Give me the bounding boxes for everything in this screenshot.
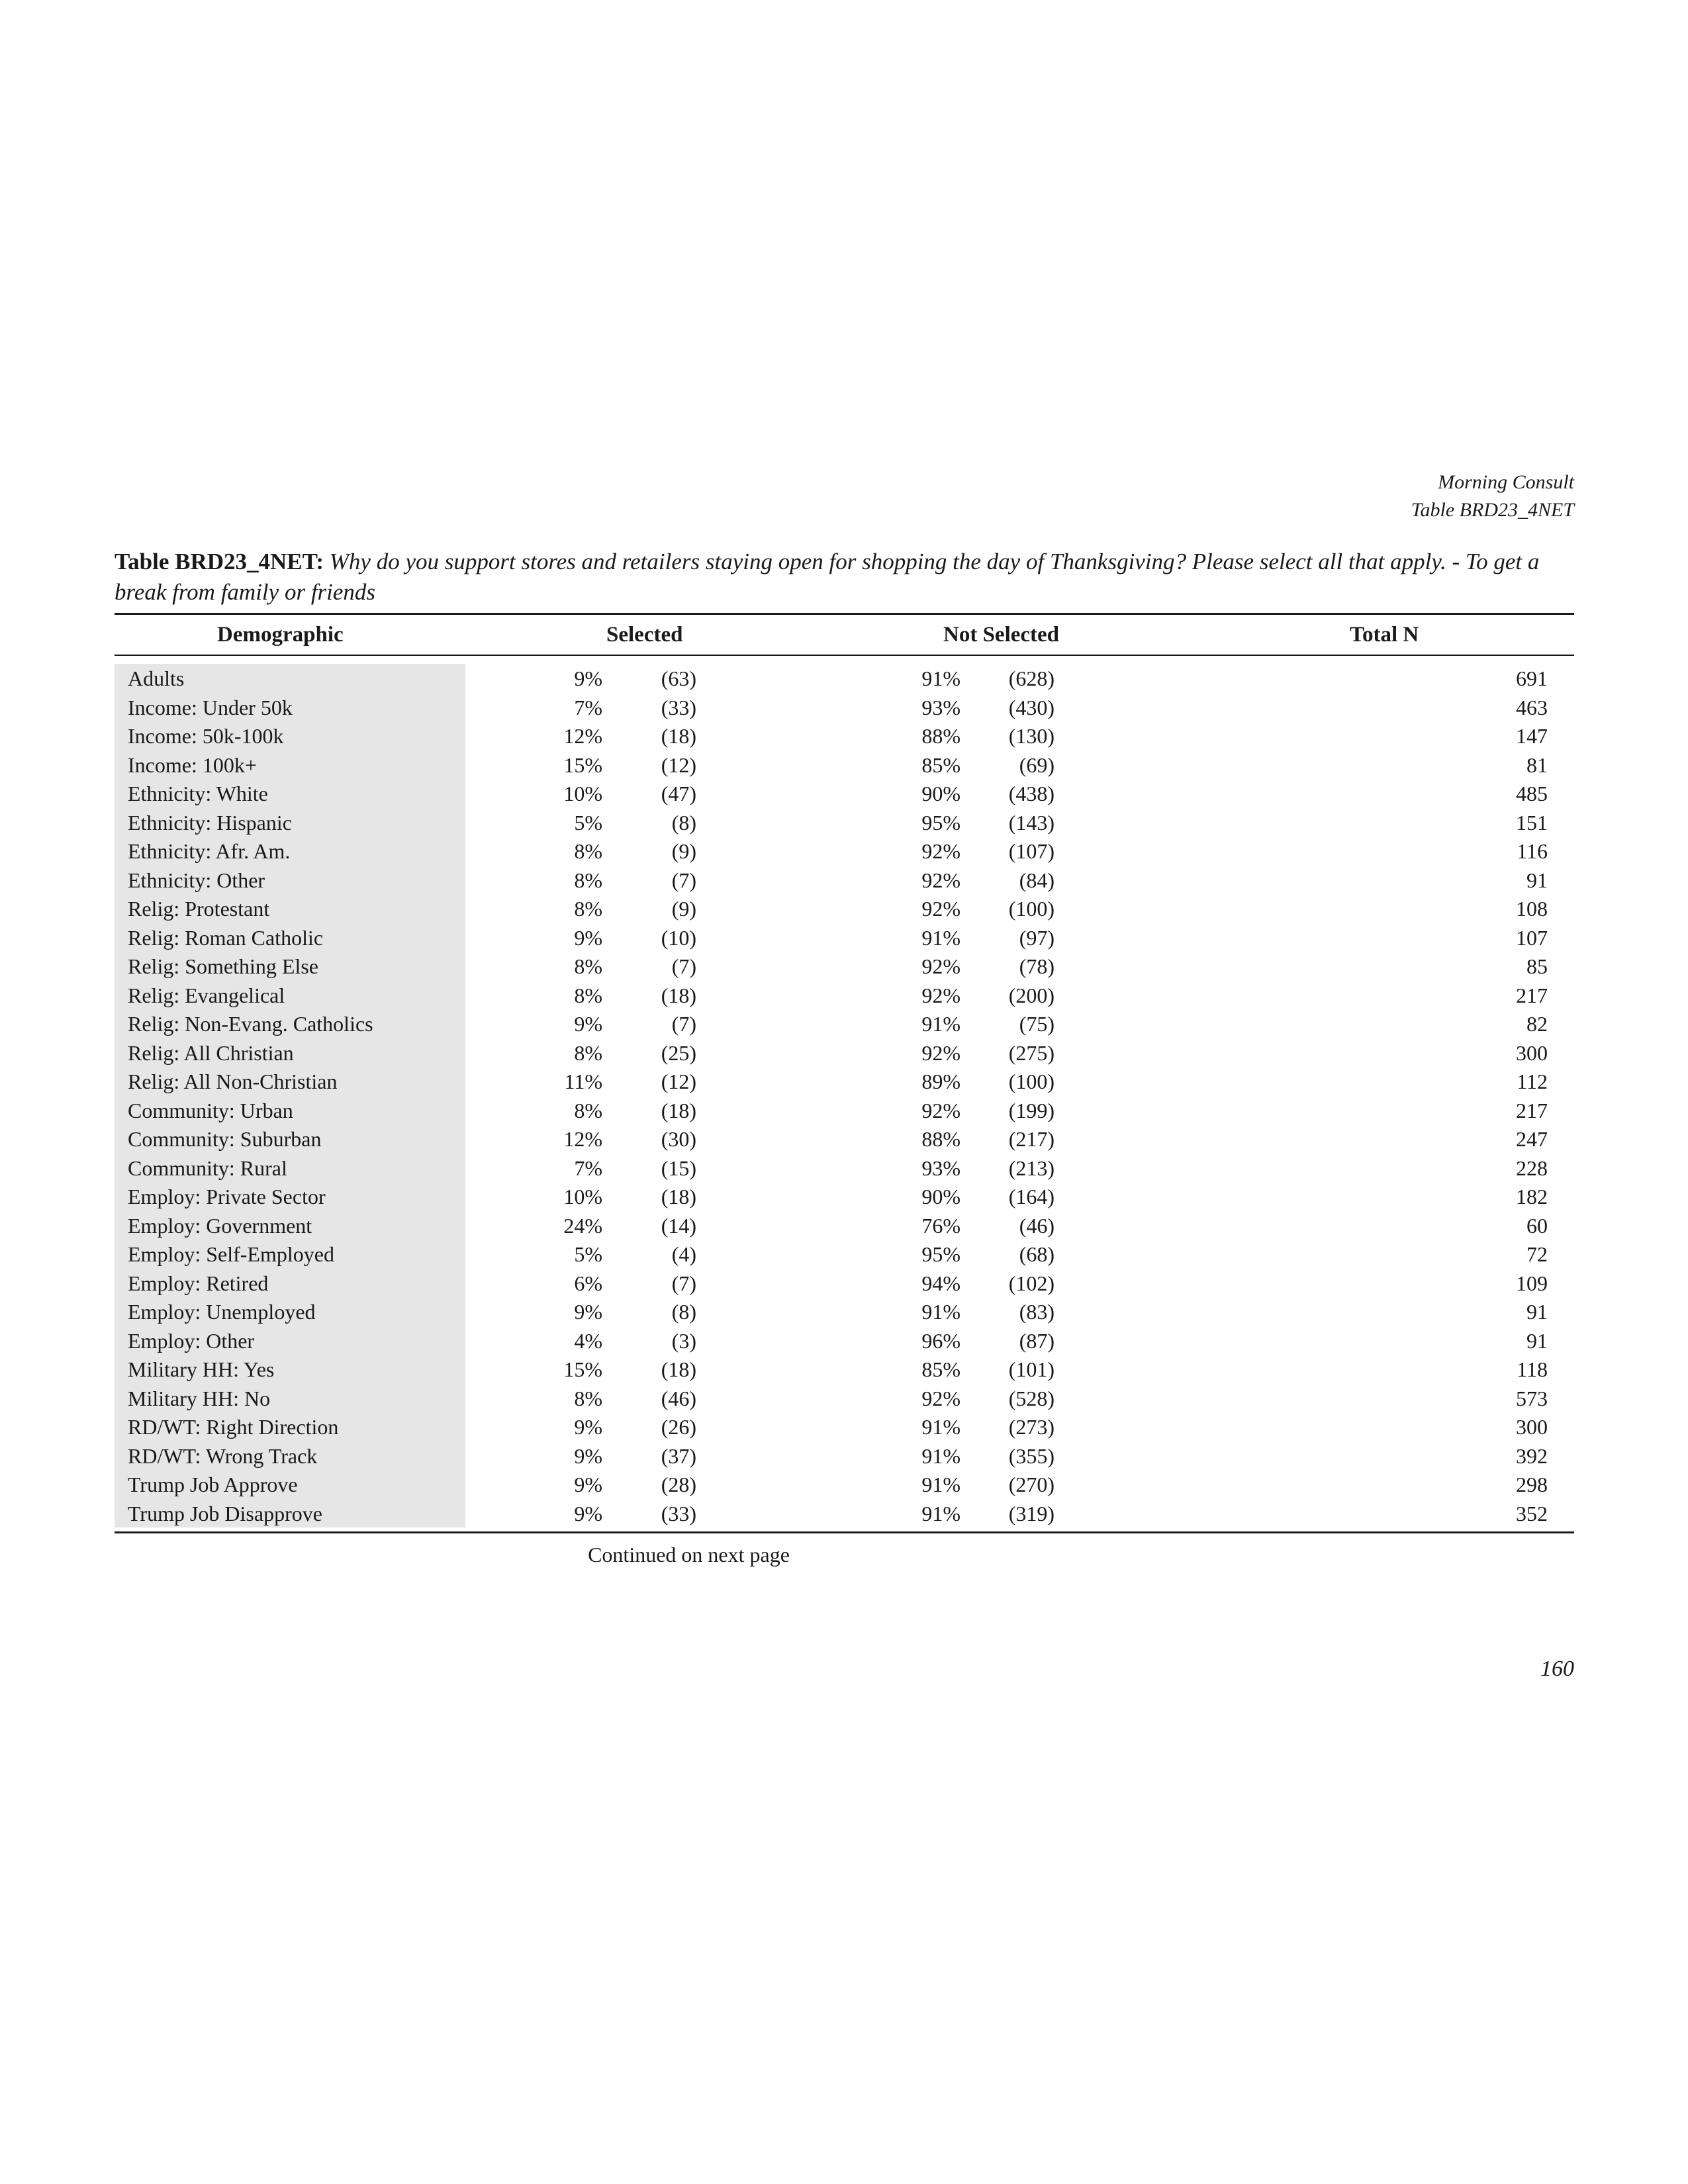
demographic-cell: Employ: Self-Employed — [128, 1242, 334, 1266]
not-selected-percent-cell: 95% — [921, 1242, 961, 1266]
not-selected-count-cell: (97) — [1019, 925, 1055, 950]
not-selected-count-cell: (68) — [1019, 1242, 1055, 1266]
total-n-cell: 691 — [1516, 666, 1548, 690]
selected-count-cell: (18) — [661, 724, 696, 748]
selected-count-cell: (14) — [661, 1213, 696, 1238]
not-selected-count-cell: (628) — [1008, 666, 1055, 690]
selected-count-cell: (8) — [671, 810, 696, 835]
not-selected-percent-cell: 76% — [921, 1213, 961, 1238]
selected-count-cell: (7) — [671, 954, 696, 978]
not-selected-count-cell: (87) — [1019, 1328, 1055, 1353]
demographic-cell: Ethnicity: Afr. Am. — [128, 839, 291, 863]
table-body — [115, 656, 1574, 1531]
demographic-cell: Employ: Private Sector — [128, 1185, 326, 1208]
demographic-cell: Income: Under 50k — [128, 695, 293, 719]
selected-count-cell: (18) — [661, 983, 696, 1007]
not-selected-percent-cell: 90% — [921, 782, 961, 805]
selected-percent-cell: 15% — [563, 1357, 602, 1381]
demographic-cell: Military HH: No — [128, 1386, 271, 1410]
demographic-cell: Relig: Roman Catholic — [128, 925, 324, 950]
selected-count-cell: (3) — [671, 1328, 696, 1353]
not-selected-percent-cell: 91% — [921, 1443, 961, 1468]
table-row — [115, 751, 1574, 780]
selected-count-cell: (9) — [671, 839, 696, 863]
not-selected-count-cell: (164) — [1008, 1185, 1055, 1208]
selected-percent-cell: 8% — [574, 1386, 602, 1410]
total-n-cell: 300 — [1516, 1415, 1548, 1439]
not-selected-percent-cell: 95% — [921, 810, 961, 835]
not-selected-count-cell: (270) — [1008, 1473, 1055, 1496]
not-selected-count-cell: (107) — [1008, 839, 1055, 863]
total-n-cell: 108 — [1516, 897, 1548, 921]
total-n-cell: 91 — [1526, 868, 1548, 892]
selected-percent-cell: 9% — [574, 1443, 602, 1468]
total-n-cell: 109 — [1516, 1271, 1548, 1295]
selected-count-cell: (33) — [661, 1501, 696, 1525]
selected-percent-cell: 12% — [563, 724, 602, 748]
demographic-cell: Trump Job Approve — [128, 1473, 298, 1496]
not-selected-percent-cell: 92% — [921, 1040, 961, 1065]
selected-percent-cell: 8% — [574, 897, 602, 921]
table-row — [115, 1096, 1574, 1125]
selected-count-cell: (4) — [671, 1242, 696, 1266]
selected-count-cell: (63) — [661, 666, 696, 690]
not-selected-percent-cell: 94% — [921, 1271, 961, 1295]
not-selected-count-cell: (75) — [1019, 1012, 1055, 1036]
page-header — [1411, 469, 1574, 524]
demographic-cell: RD/WT: Wrong Track — [128, 1443, 318, 1468]
not-selected-count-cell: (275) — [1008, 1040, 1055, 1065]
table-bottom-rule — [115, 1531, 1574, 1533]
selected-percent-cell: 9% — [574, 1300, 602, 1324]
demographic-cell: Ethnicity: White — [128, 782, 268, 805]
demographic-cell: Relig: All Non-Christian — [128, 1069, 338, 1093]
column-header-not-selected: Not Selected — [943, 623, 1060, 647]
selected-count-cell: (18) — [661, 1185, 696, 1208]
total-n-cell: 182 — [1516, 1185, 1548, 1208]
not-selected-count-cell: (528) — [1008, 1386, 1055, 1410]
selected-percent-cell: 8% — [574, 1040, 602, 1065]
not-selected-percent-cell: 92% — [921, 954, 961, 978]
demographic-cell: Relig: Something Else — [128, 954, 318, 978]
demographic-cell: Income: 50k-100k — [128, 724, 284, 748]
selected-count-cell: (47) — [661, 782, 696, 805]
demographic-cell: Community: Rural — [128, 1156, 287, 1180]
demographic-cell: Relig: Protestant — [128, 897, 270, 921]
total-n-cell: 392 — [1516, 1443, 1548, 1468]
total-n-cell: 352 — [1516, 1501, 1548, 1525]
demographic-cell: Community: Urban — [128, 1098, 293, 1122]
selected-count-cell: (7) — [671, 1271, 696, 1295]
demographic-cell: Relig: Evangelical — [128, 983, 285, 1007]
not-selected-percent-cell: 92% — [921, 1386, 961, 1410]
not-selected-count-cell: (199) — [1008, 1098, 1055, 1122]
selected-percent-cell: 9% — [574, 1012, 602, 1036]
not-selected-count-cell: (319) — [1008, 1501, 1055, 1525]
not-selected-count-cell: (100) — [1008, 1069, 1055, 1093]
selected-count-cell: (25) — [661, 1040, 696, 1065]
total-n-cell: 91 — [1526, 1300, 1548, 1324]
column-header-selected: Selected — [606, 623, 683, 647]
table-row — [115, 1240, 1574, 1269]
selected-count-cell: (37) — [661, 1443, 696, 1468]
not-selected-count-cell: (430) — [1008, 695, 1055, 719]
table-row — [115, 1470, 1574, 1499]
not-selected-percent-cell: 91% — [921, 925, 961, 950]
not-selected-percent-cell: 93% — [921, 695, 961, 719]
total-n-cell: 247 — [1516, 1127, 1548, 1151]
table-row — [115, 1124, 1574, 1154]
table-row — [115, 1355, 1574, 1384]
not-selected-count-cell: (46) — [1019, 1213, 1055, 1238]
selected-count-cell: (7) — [671, 868, 696, 892]
not-selected-percent-cell: 91% — [921, 1473, 961, 1496]
selected-percent-cell: 10% — [563, 782, 602, 805]
total-n-cell: 151 — [1516, 810, 1548, 835]
not-selected-count-cell: (143) — [1008, 810, 1055, 835]
table-row — [115, 1441, 1574, 1471]
selected-percent-cell: 8% — [574, 839, 602, 863]
selected-percent-cell: 6% — [574, 1271, 602, 1295]
demographic-cell: Income: 100k+ — [128, 752, 257, 777]
selected-percent-cell: 11% — [564, 1069, 602, 1093]
selected-count-cell: (9) — [671, 897, 696, 921]
selected-percent-cell: 8% — [574, 1098, 602, 1122]
table-row — [115, 779, 1574, 808]
not-selected-percent-cell: 92% — [921, 983, 961, 1007]
demographic-cell: Employ: Unemployed — [128, 1300, 316, 1324]
total-n-cell: 107 — [1516, 925, 1548, 950]
not-selected-percent-cell: 91% — [921, 1415, 961, 1439]
table-row — [115, 693, 1574, 722]
selected-percent-cell: 7% — [574, 1156, 602, 1180]
table-row — [115, 808, 1574, 837]
selected-count-cell: (46) — [661, 1386, 696, 1410]
not-selected-count-cell: (273) — [1008, 1415, 1055, 1439]
demographic-cell: Ethnicity: Other — [128, 868, 265, 892]
table-row — [115, 1297, 1574, 1326]
not-selected-count-cell: (438) — [1008, 782, 1055, 805]
header-org: Morning Consult — [1438, 471, 1574, 493]
not-selected-percent-cell: 88% — [921, 1127, 961, 1151]
not-selected-count-cell: (217) — [1008, 1127, 1055, 1151]
table-row — [115, 1038, 1574, 1068]
demographic-cell: Trump Job Disapprove — [128, 1501, 322, 1525]
total-n-cell: 82 — [1526, 1012, 1548, 1036]
table-row — [115, 923, 1574, 952]
selected-percent-cell: 9% — [574, 1415, 602, 1439]
selected-percent-cell: 7% — [574, 695, 602, 719]
total-n-cell: 217 — [1516, 983, 1548, 1007]
caption-label: Table BRD23_4NET: — [115, 549, 324, 574]
not-selected-percent-cell: 91% — [921, 1012, 961, 1036]
selected-count-cell: (33) — [661, 695, 696, 719]
table-row — [115, 894, 1574, 923]
selected-percent-cell: 12% — [563, 1127, 602, 1151]
demographic-cell: Adults — [128, 666, 185, 690]
demographic-cell: Employ: Government — [128, 1213, 312, 1238]
table-row — [115, 721, 1574, 751]
not-selected-percent-cell: 91% — [921, 1501, 961, 1525]
not-selected-percent-cell: 89% — [921, 1069, 961, 1093]
table-row — [115, 866, 1574, 895]
total-n-cell: 485 — [1516, 782, 1548, 805]
selected-count-cell: (7) — [671, 1012, 696, 1036]
selected-count-cell: (10) — [661, 925, 696, 950]
selected-count-cell: (18) — [661, 1098, 696, 1122]
total-n-cell: 85 — [1526, 954, 1548, 978]
selected-count-cell: (18) — [661, 1357, 696, 1381]
selected-count-cell: (30) — [661, 1127, 696, 1151]
selected-percent-cell: 8% — [574, 868, 602, 892]
not-selected-count-cell: (69) — [1019, 752, 1055, 777]
continued-note: Continued on next page — [588, 1543, 790, 1567]
total-n-cell: 60 — [1526, 1213, 1548, 1238]
selected-percent-cell: 9% — [574, 925, 602, 950]
total-n-cell: 72 — [1526, 1242, 1548, 1266]
crosstab-table — [115, 613, 1574, 1567]
page-number: 160 — [1540, 1657, 1574, 1681]
table-row — [115, 837, 1574, 866]
table-caption — [115, 547, 1574, 608]
total-n-cell: 573 — [1516, 1386, 1548, 1410]
not-selected-percent-cell: 85% — [921, 1357, 961, 1381]
selected-count-cell: (15) — [661, 1156, 696, 1180]
total-n-cell: 118 — [1517, 1357, 1548, 1381]
table-row — [115, 1009, 1574, 1038]
not-selected-percent-cell: 92% — [921, 1098, 961, 1122]
header-table-ref: Table BRD23_4NET — [1411, 499, 1574, 521]
table-row — [115, 952, 1574, 981]
total-n-cell: 91 — [1526, 1328, 1548, 1353]
table-row — [115, 1384, 1574, 1413]
column-header-total: Total N — [1350, 623, 1419, 647]
not-selected-count-cell: (102) — [1008, 1271, 1055, 1295]
total-n-cell: 217 — [1516, 1098, 1548, 1122]
table-row — [115, 1154, 1574, 1183]
not-selected-percent-cell: 96% — [921, 1328, 961, 1353]
table-header-row — [115, 615, 1574, 655]
demographic-cell: Military HH: Yes — [128, 1357, 275, 1381]
demographic-cell: Employ: Other — [128, 1328, 255, 1353]
table-row — [115, 1412, 1574, 1441]
total-n-cell: 300 — [1516, 1040, 1548, 1065]
selected-count-cell: (26) — [661, 1415, 696, 1439]
demographic-cell: Ethnicity: Hispanic — [128, 810, 292, 835]
not-selected-count-cell: (100) — [1008, 897, 1055, 921]
not-selected-percent-cell: 91% — [921, 666, 961, 690]
selected-percent-cell: 9% — [574, 1473, 602, 1496]
selected-count-cell: (28) — [661, 1473, 696, 1496]
demographic-cell: RD/WT: Right Direction — [128, 1415, 339, 1439]
column-header-demographic: Demographic — [217, 623, 344, 647]
demographic-cell: Community: Suburban — [128, 1127, 322, 1151]
selected-percent-cell: 9% — [574, 666, 602, 690]
not-selected-percent-cell: 93% — [921, 1156, 961, 1180]
not-selected-count-cell: (84) — [1019, 868, 1055, 892]
table-row — [115, 981, 1574, 1010]
not-selected-percent-cell: 85% — [921, 752, 961, 777]
not-selected-percent-cell: 92% — [921, 839, 961, 863]
total-n-cell: 463 — [1516, 695, 1548, 719]
not-selected-count-cell: (355) — [1008, 1443, 1055, 1468]
selected-percent-cell: 8% — [574, 983, 602, 1007]
selected-count-cell: (12) — [661, 752, 696, 777]
selected-percent-cell: 24% — [563, 1213, 602, 1238]
not-selected-percent-cell: 90% — [921, 1185, 961, 1208]
table-row — [115, 1211, 1574, 1240]
not-selected-count-cell: (101) — [1008, 1357, 1055, 1381]
total-n-cell: 147 — [1516, 724, 1548, 748]
not-selected-percent-cell: 88% — [921, 724, 961, 748]
selected-count-cell: (12) — [661, 1069, 696, 1093]
not-selected-percent-cell: 91% — [921, 1300, 961, 1324]
not-selected-count-cell: (213) — [1008, 1156, 1055, 1180]
demographic-cell: Employ: Retired — [128, 1271, 269, 1295]
total-n-cell: 298 — [1516, 1473, 1548, 1496]
not-selected-count-cell: (83) — [1019, 1300, 1055, 1324]
not-selected-percent-cell: 92% — [921, 868, 961, 892]
total-n-cell: 228 — [1516, 1156, 1548, 1180]
not-selected-count-cell: (78) — [1019, 954, 1055, 978]
table-row — [115, 1499, 1574, 1528]
not-selected-count-cell: (200) — [1008, 983, 1055, 1007]
selected-percent-cell: 15% — [563, 752, 602, 777]
demographic-cell: Relig: All Christian — [128, 1040, 294, 1065]
total-n-cell: 81 — [1526, 752, 1548, 777]
not-selected-percent-cell: 92% — [921, 897, 961, 921]
table-row — [115, 664, 1574, 693]
table-row — [115, 1326, 1574, 1355]
total-n-cell: 112 — [1517, 1069, 1548, 1093]
selected-percent-cell: 10% — [563, 1185, 602, 1208]
selected-percent-cell: 5% — [574, 810, 602, 835]
selected-percent-cell: 5% — [574, 1242, 602, 1266]
selected-percent-cell: 8% — [574, 954, 602, 978]
table-row — [115, 1269, 1574, 1298]
selected-percent-cell: 9% — [574, 1501, 602, 1525]
table-row — [115, 1182, 1574, 1211]
not-selected-count-cell: (130) — [1008, 724, 1055, 748]
caption-question: Why do you support stores and retailers staying open for shopping the day of Thanksgiving? Please select all that apply. - To get a break from family or friends — [115, 549, 1540, 605]
total-n-cell: 116 — [1517, 839, 1548, 863]
table-row — [115, 1067, 1574, 1096]
selected-count-cell: (8) — [671, 1300, 696, 1324]
demographic-cell: Relig: Non-Evang. Catholics — [128, 1012, 373, 1036]
selected-percent-cell: 4% — [574, 1328, 602, 1353]
